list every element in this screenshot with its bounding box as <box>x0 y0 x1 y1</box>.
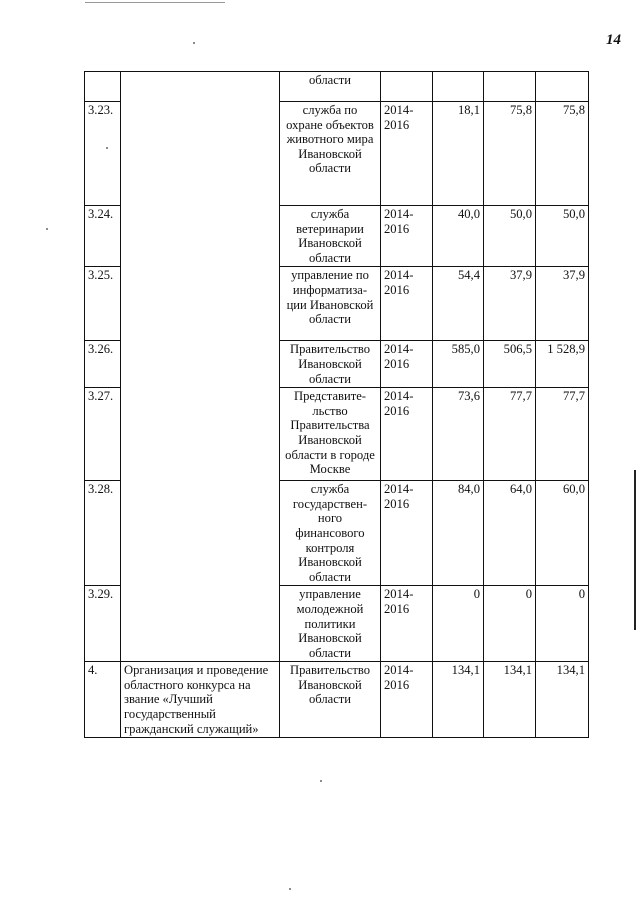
value-2016: 134,1 <box>536 662 589 738</box>
years-cell: 2014-2016 <box>381 662 433 738</box>
row-number: 3.29. <box>85 586 121 662</box>
row-number <box>85 72 121 102</box>
scan-speck <box>320 780 322 782</box>
years-cell: 2014-2016 <box>381 388 433 481</box>
value-2015: 64,0 <box>484 481 536 586</box>
value-2016: 50,0 <box>536 206 589 267</box>
years-cell: 2014-2016 <box>381 102 433 206</box>
years-cell: 2014-2016 <box>381 206 433 267</box>
row-number: 3.25. <box>85 267 121 341</box>
years-cell <box>381 72 433 102</box>
value-2016: 0 <box>536 586 589 662</box>
event-cell <box>121 206 280 267</box>
value-2016: 1 528,9 <box>536 341 589 388</box>
executor-cell: Представите-льство Правительства Ивановской области в городе Москве <box>280 388 381 481</box>
executor-cell: области <box>280 72 381 102</box>
event-cell <box>121 341 280 388</box>
executor-cell: Правительство Ивановской области <box>280 662 381 738</box>
value-2016: 75,8 <box>536 102 589 206</box>
table-row <box>85 72 589 102</box>
scan-margin-line <box>634 470 636 630</box>
table-row <box>85 267 589 341</box>
value-2014: 84,0 <box>433 481 484 586</box>
executor-cell: управление молодежной политики Ивановской области <box>280 586 381 662</box>
event-cell <box>121 102 280 206</box>
row-number: 3.24. <box>85 206 121 267</box>
scan-edge-line <box>85 2 225 3</box>
scan-speck <box>193 42 195 44</box>
table-row <box>85 341 589 388</box>
value-2014 <box>433 72 484 102</box>
page-number: 14 <box>606 32 621 48</box>
row-number: 3.27. <box>85 388 121 481</box>
event-cell <box>121 481 280 586</box>
value-2015: 134,1 <box>484 662 536 738</box>
budget-table <box>84 71 589 738</box>
value-2014: 18,1 <box>433 102 484 206</box>
value-2015: 50,0 <box>484 206 536 267</box>
scan-speck <box>46 228 48 230</box>
row-number: 3.23. <box>85 102 121 206</box>
executor-cell: управление по информатиза-ции Ивановской области <box>280 267 381 341</box>
value-2016 <box>536 72 589 102</box>
executor-cell: служба по охране объектов животного мира Ивановской области <box>280 102 381 206</box>
value-2016: 37,9 <box>536 267 589 341</box>
value-2015: 77,7 <box>484 388 536 481</box>
table-row <box>85 481 589 586</box>
value-2014: 40,0 <box>433 206 484 267</box>
years-cell: 2014-2016 <box>381 481 433 586</box>
table-row <box>85 102 589 206</box>
years-cell: 2014-2016 <box>381 341 433 388</box>
value-2014: 585,0 <box>433 341 484 388</box>
event-cell <box>121 388 280 481</box>
value-2014: 54,4 <box>433 267 484 341</box>
value-2016: 77,7 <box>536 388 589 481</box>
value-2015: 37,9 <box>484 267 536 341</box>
executor-cell: служба государствен-ного финансового контроля Ивановской области <box>280 481 381 586</box>
value-2015: 75,8 <box>484 102 536 206</box>
event-cell <box>121 72 280 102</box>
scan-speck <box>289 888 291 890</box>
event-cell: Организация и проведение областного конкурса на звание «Лучший государственный гражданский служащий» <box>121 662 280 738</box>
table-row <box>85 206 589 267</box>
years-cell: 2014-2016 <box>381 267 433 341</box>
table-row <box>85 586 589 662</box>
value-2014: 73,6 <box>433 388 484 481</box>
value-2014: 134,1 <box>433 662 484 738</box>
value-2015: 0 <box>484 586 536 662</box>
value-2015: 506,5 <box>484 341 536 388</box>
value-2016: 60,0 <box>536 481 589 586</box>
row-number: 4. <box>85 662 121 738</box>
executor-cell: Правительство Ивановской области <box>280 341 381 388</box>
event-cell <box>121 267 280 341</box>
executor-cell: служба ветеринарии Ивановской области <box>280 206 381 267</box>
years-cell: 2014-2016 <box>381 586 433 662</box>
row-number: 3.28. <box>85 481 121 586</box>
row-number: 3.26. <box>85 341 121 388</box>
table-row <box>85 662 589 738</box>
event-cell <box>121 586 280 662</box>
value-2014: 0 <box>433 586 484 662</box>
value-2015 <box>484 72 536 102</box>
table-row <box>85 388 589 481</box>
